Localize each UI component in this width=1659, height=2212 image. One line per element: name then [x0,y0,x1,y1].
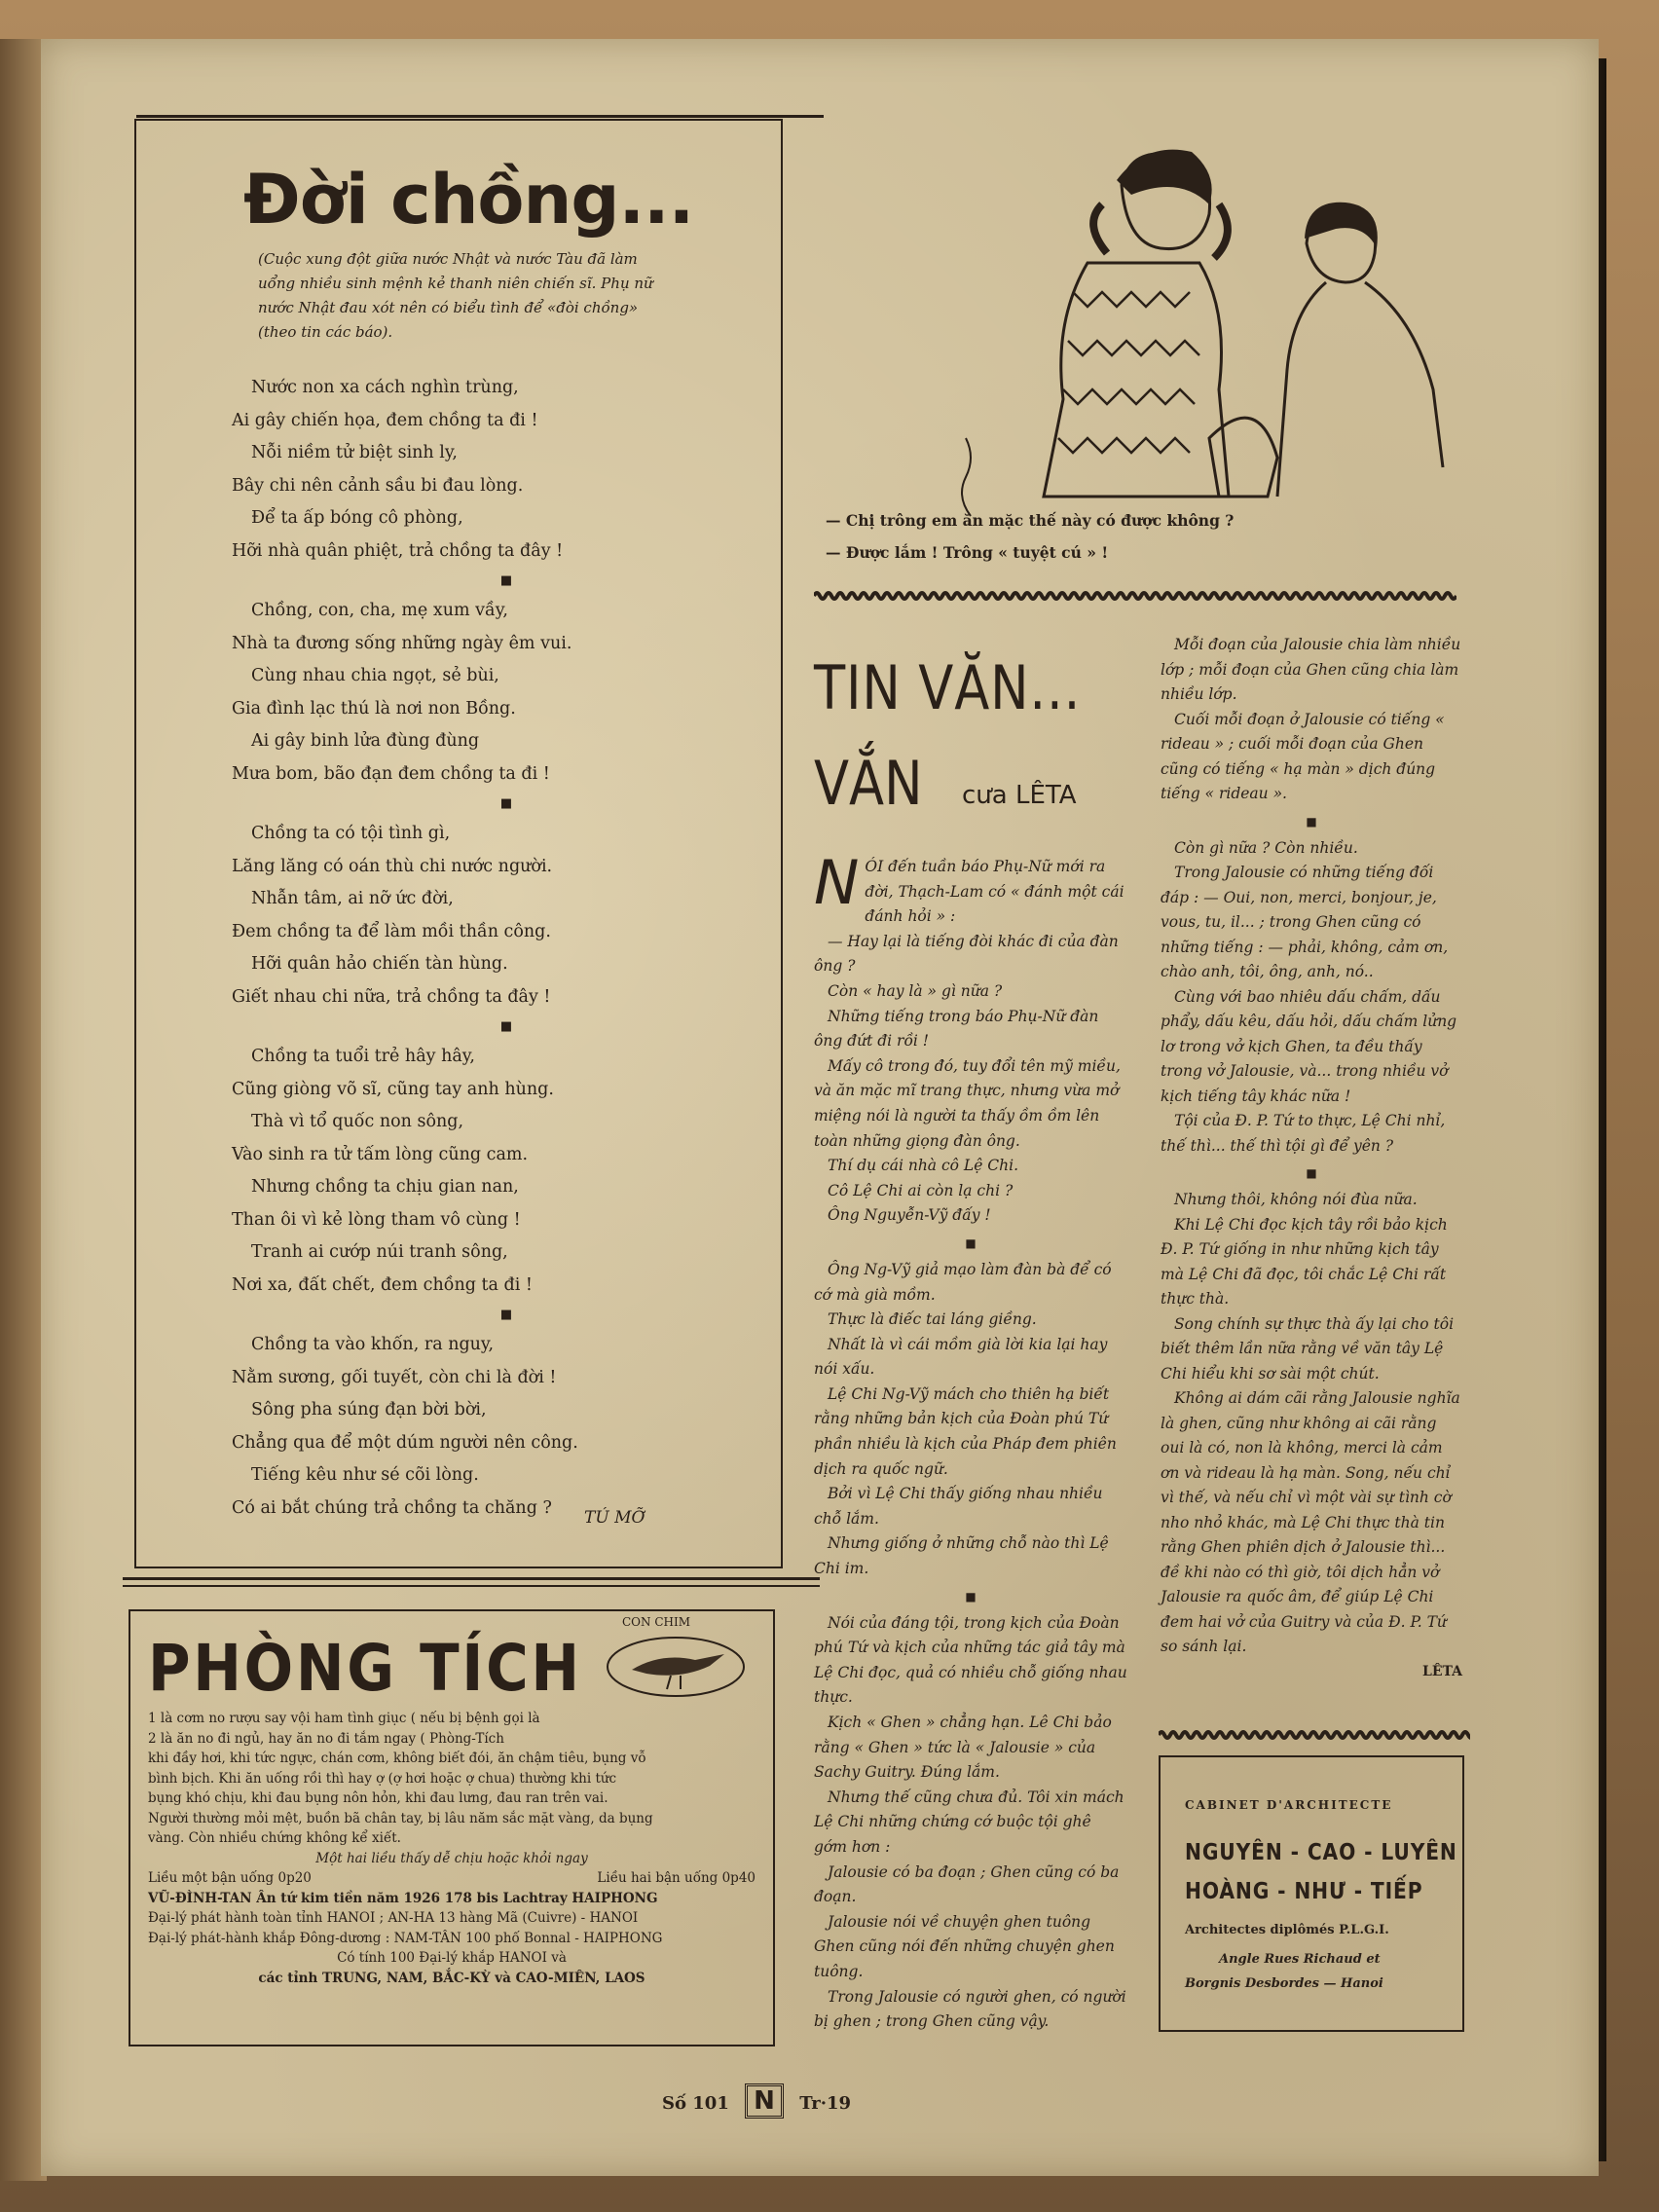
cartoon-caption-line: — Được lắm ! Trông « tuyệt cú » ! [826,543,1109,562]
ad-brand: CON CHIM [622,1615,691,1629]
paragraph-text: Tội của Đ. P. Tứ to thực, Lệ Chi nhỉ, thế thì... thế thì tội gì để yên ? [1161,1112,1446,1155]
architects-ad [1159,1755,1464,2032]
article-paragraph [1161,1109,1462,1159]
article-paragraph [814,1861,1127,1910]
section-separator: ■ [1306,1166,1317,1180]
poem-line: Cũng giòng võ sĩ, cũng tay anh hùng. [232,1079,554,1099]
article-paragraph [814,1711,1127,1786]
architects-address: Borgnis Desbordes — Hanoi [1185,1976,1383,1991]
poem-line: Nước non xa cách nghìn trùng, [251,378,519,397]
article-paragraph [814,979,1127,1005]
poem-line: Chồng ta tuổi trẻ hây hây, [251,1047,475,1066]
paragraph-text: Ông Ng-Vỹ giả mạo làm đàn bà để có cớ mà già mồm. [814,1260,1112,1304]
section-separator: ■ [965,1235,977,1250]
paragraph-text: Mấy cô trong đó, tuy đổi tên mỹ miều, và ăn mặc mĩ trang thực, nhưng vừa mở miệng nói là người ta thấy ồm ồm lên toàn những giọng đàn ông. [814,1056,1121,1150]
ad-center-line: Một hai liều thấy dễ chịu hoặc khỏi ngay [315,1850,588,1866]
article-paragraph [814,1258,1127,1308]
ad-line: 2 là ăn no đi ngủ, hay ăn no đi tắm ngay ( Phòng-Tích [148,1730,504,1747]
article-paragraph [1161,861,1462,985]
ad-address: Có tính 100 Đại-lý khắp HANOI và [337,1950,567,1966]
paragraph-text: Nhưng thế cũng chưa đủ. Tôi xin mách Lệ Chi những chứng cớ buộc tội ghê gớm hơn : [814,1788,1124,1856]
paragraph-text: Jalousie nói về chuyện ghen tuông Ghen cũng nói đến những chuyện ghen tuông. [814,1912,1115,1980]
poem-line: Chồng, con, cha, mẹ xum vầy, [251,601,508,620]
ad-line: vàng. Còn nhiều chứng không kể xiết. [148,1830,401,1846]
article-paragraph [814,1382,1127,1482]
cartoon-caption [826,504,1332,569]
architects-name: NGUYÊN - CAO - LUYÊN [1185,1840,1457,1865]
poem-line: Thà vì tổ quốc non sông, [251,1112,464,1131]
paragraph-text: Cô Lệ Chi ai còn lạ chi ? [828,1181,1014,1199]
newspaper-page [41,39,1599,2176]
poem-line: Sông pha súng đạn bời bời, [251,1400,487,1419]
ad-line: bụng khó chịu, khi đau bụng nôn hỏn, khi đau lưng, đau ran trên vai. [148,1790,608,1806]
paragraph-text: Jalousie có ba đoạn ; Ghen cũng có ba đoạn. [814,1862,1120,1906]
page-footer [662,2083,851,2119]
ad-line: khi đầy hơi, khi tức ngực, chán cơm, không biết đói, ăn chậm tiêu, bụng vỗ [148,1751,646,1766]
paragraph-text: Còn gì nữa ? Còn nhiều. [1174,838,1358,857]
ad-line: bình bịch. Khi ăn uống rồi thì hay ợ (ợ hơi hoặc ợ chua) thường khi tức [148,1770,617,1787]
ad-title: PHÒNG TÍCH [148,1631,582,1706]
article-paragraph [814,1203,1127,1229]
article-column-2 [1161,633,1462,1684]
article-paragraph [1161,1213,1462,1312]
paragraph-text: Trong Jalousie có những tiếng đối đáp : — Oui, non, merci, bonjour, je, vous, tu, il... ; trong Ghen cũng có những tiếng : — phải, không, cảm ơn, chào anh, tôi, ông, anh, nó.. [1161,864,1449,980]
poem-line: Vào sinh ra tử tấm lòng cũng cam. [232,1144,529,1164]
poem-line: Nỗi niềm tử biệt sinh ly, [251,443,458,462]
ad-line: 1 là cơm no rượu say vội ham tình giục ( nếu bị bệnh gọi là [148,1711,540,1726]
issue-number: Số 101 [662,2093,729,2114]
stanza-separator: ■ [499,796,513,811]
paragraph-text: ÓI đến tuần báo Phụ-Nữ mới ra đời, Thạch-Lam có « đánh một cái đánh hỏi » : [865,858,1124,926]
article-title-1: TIN VĂN... [814,652,1082,723]
poem-line: Hỡi quân hảo chiến tàn hùng. [251,954,508,974]
ad-phong-tich [129,1609,775,2046]
article-paragraph [814,1786,1127,1861]
ad-line: Người thường mỏi mệt, buồn bã chân tay, bị lâu năm sắc mặt vàng, da bụng [148,1810,653,1826]
poem-line: Nơi xa, đất chết, đem chồng ta đi ! [232,1274,533,1295]
article-signature: LÊTA [1421,1663,1462,1679]
ad-address: Đại-lý phát-hành khắp Đông-dương : NAM-TÂN 100 phố Bonnal - HAIPHONG [148,1930,663,1946]
article-column-1 [814,847,1127,2035]
article-paragraph [1161,985,1462,1110]
page-number: Tr·19 [799,2093,852,2114]
article-paragraph [814,1482,1127,1531]
poem-bottom-rule-2 [123,1585,820,1587]
poem-line: Tiếng kêu như sé cõi lòng. [251,1465,479,1485]
poem-line: Tranh ai cướp núi tranh sông, [251,1242,508,1262]
article-paragraph [814,1054,1127,1154]
ad-body [148,1709,756,1988]
architects-name: HOÀNG - NHƯ - TIẾP [1185,1879,1423,1904]
poem-line: Có ai bắt chúng trả chồng ta chăng ? [232,1497,552,1518]
wavy-divider [814,589,1456,603]
paragraph-text: Nhưng giống ở những chỗ nào thì Lệ Chi im. [814,1534,1109,1578]
paragraph-text: Còn « hay là » gì nữa ? [828,981,1003,1000]
article-paragraph [814,1985,1127,2035]
poem-line: Hỡi nhà quân phiệt, trả chồng ta đây ! [232,540,564,561]
poem-top-rule [136,115,824,118]
stanza-separator: ■ [499,1019,513,1034]
book-spine [0,39,47,2181]
paragraph-text: Cuối mỗi đoạn ở Jalousie có tiếng « rideau » ; cuối mỗi đoạn của Ghen cũng có tiếng « hạ màn » dịch đúng tiếng « rideau ». [1161,710,1445,802]
article-paragraph [814,1154,1127,1179]
article-paragraph [814,1333,1127,1382]
poem-line: Nhà ta đương sống những ngày êm vui. [232,633,572,653]
poem-line: Lăng lăng có oán thù chi nước người. [232,856,553,876]
paragraph-text: Bởi vì Lệ Chi thấy giống nhau nhiều chỗ lắm. [814,1485,1103,1528]
article-paragraph [814,1611,1127,1711]
paragraph-text: Những tiếng trong báo Phụ-Nữ đàn ông đứt đi rồi ! [814,1007,1099,1051]
wavy-divider-small [1159,1728,1470,1740]
poem-line: Than ôi vì kẻ lòng tham vô cùng ! [232,1209,521,1230]
architects-heading: CABINET D'ARCHITECTE [1185,1798,1393,1812]
article-paragraph [814,930,1127,979]
article-paragraph [1161,1188,1462,1213]
poem-intro: (Cuộc xung đột giữa nước Nhật và nước Tàu đã làm uổng nhiều sinh mệnh kẻ thanh niên chiến sĩ. Phụ nữ nước Nhật đau xót nên có biểu tình để «đòi chồng» (theo tin các báo). [258,250,653,341]
drop-cap: N [814,847,860,918]
architects-address: Angle Rues Richaud et [1219,1952,1381,1967]
paragraph-text: Kịch « Ghen » chẳng hạn. Lê Chi bảo rằng « Ghen » tức là « Jalousie » của Sachy Guitry. Đúng lắm. [814,1714,1112,1782]
poem-author: TÚ MỠ [584,1508,645,1528]
paragraph-text: — Hay lại là tiếng đòi khác đi của đàn ông ? [814,932,1119,976]
paragraph-text: Lệ Chi Ng-Vỹ mách cho thiên hạ biết rằng những bản kịch của Đoàn phú Tứ phần nhiều là kịch của Pháp đem phiên dịch ra quốc ngữ. [814,1384,1117,1478]
poem-line: Chẳng qua để một dúm người nên công. [232,1432,578,1453]
article-paragraph [814,1910,1127,1985]
cartoon-illustration [937,146,1462,535]
paragraph-text: Song chính sự thực thà ấy lại cho tôi biết thêm lần nữa rằng về văn tây Lệ Chi hiểu khi sơ sài một chút. [1161,1314,1455,1382]
poem-line: Đem chồng ta để làm mồi thần công. [232,921,551,941]
poem-box [134,119,783,1568]
article-paragraph [814,1308,1127,1333]
paragraph-text: Trong Jalousie có người ghen, có người bị ghen ; trong Ghen cũng vậy. [814,1987,1126,2031]
poem-line: Ai gây binh lửa đùng đùng [251,731,480,751]
ad-price-left: Liều một bận uống 0p20 [148,1870,312,1886]
paragraph-text: Ông Nguyễn-Vỹ đấy ! [828,1206,991,1225]
poem-line: Nhẫn tâm, ai nỡ ức đời, [251,889,454,908]
paragraph-text: Nhưng thôi, không nói đùa nữa. [1174,1191,1418,1208]
poem-line: Cùng nhau chia ngọt, sẻ bùi, [251,666,499,685]
poem-body [224,372,730,1525]
poem-line: Mưa bom, bão đạn đem chồng ta đi ! [232,763,550,784]
poem-line: Gia đình lạc thú là nơi non Bồng. [232,698,516,719]
article-paragraph [1161,708,1462,807]
article-byline: cưa LÊTA [962,781,1077,810]
article-paragraph [814,1531,1127,1581]
poem-line: Nhưng chồng ta chịu gian nan, [251,1177,519,1197]
paragraph-text: Khi Lệ Chi đọc kịch tây rồi bảo kịch Đ. P. Tứ giống in như những kịch tây mà Lệ Chi đã đọc, tôi chắc Lệ Chi rất thực thà. [1161,1215,1448,1308]
poem-line: Ai gây chiến họa, đem chồng ta đi ! [232,410,538,430]
paragraph-text: Thí dụ cái nhà cô Lệ Chi. [828,1157,1019,1175]
ad-address: VŨ-ĐÌNH-TAN Ân tứ kim tiền năm 1926 178 bis Lachtray HAIPHONG [148,1890,658,1906]
paragraph-text: Không ai dám cãi rằng Jalousie nghĩa là ghen, cũng như không ai cãi rằng oui là có, non là không, merci là cảm ơn và rideau là hạ màn. Song, nếu chỉ vì thế, và nếu chỉ vì một vài sự tình cờ nho nhỏ khác, mà Lệ Chi thực thà tin rằng Ghen phiên dịch ở Jalousie thì... đề khi nào có thì giờ, tôi dịch hẳn vở Jalousie ra quốc âm, để giúp Lệ Chi đem hai vở của Guitry và của Đ. P. Tứ so sánh lại. [1161,1389,1460,1655]
paragraph-text: Cùng với bao nhiêu dấu chấm, dấu phẩy, dấu kêu, dấu hỏi, dấu chấm lửng lơ trong vở kịch Ghen, ta đều thấy trong vở Jalousie, và... trong nhiều vở kịch tiếng tây khác nữa ! [1161,987,1457,1105]
poem-line: Bây chi nên cảnh sầu bi đau lòng. [232,475,524,496]
article-paragraph [1161,1386,1462,1660]
ad-prices [148,1868,756,1889]
article-paragraph [814,847,1127,930]
footer-logo: N [745,2083,784,2119]
article-paragraph [1161,1312,1462,1387]
poem-title: Đời chồng... [243,160,694,240]
article-paragraph [1161,836,1462,862]
section-separator: ■ [1306,814,1317,829]
bird-logo-icon [603,1633,749,1701]
article-paragraph [1161,633,1462,708]
poem-line: Giết nhau chi nữa, trả chồng ta đây ! [232,986,551,1007]
poem-line: Để ta ấp bóng cô phòng, [251,508,463,528]
stanza-separator: ■ [499,573,513,588]
stanza-separator: ■ [499,1308,513,1322]
paragraph-text: Nói của đáng tội, trong kịch của Đoàn phú Tứ và kịch của những tác giả tây mà Lệ Chi đọc, quả có nhiều chỗ giống nhau thực. [814,1613,1127,1707]
article-paragraph [814,1005,1127,1054]
poem-line: Nằm sương, gối tuyết, còn chi là đời ! [232,1367,557,1387]
section-separator: ■ [965,1589,977,1604]
poem-line: Chồng ta vào khốn, ra nguy, [251,1335,495,1354]
ad-price-right: Liều hai bận uống 0p40 [597,1870,756,1886]
poem-bottom-rule [123,1577,820,1580]
cartoon-caption-line: — Chị trông em ăn mặc thế này có được không ? [826,511,1235,530]
paragraph-text: Nhất là vì cái mồm già lời kia lại hay nói xấu. [814,1335,1108,1379]
ad-address: Đại-lý phát hành toàn tỉnh HANOI ; AN-HA 13 hàng Mã (Cuivre) - HANOI [148,1910,639,1926]
paragraph-text: Mỗi đoạn của Jalousie chia làm nhiều lớp ; mỗi đoạn của Ghen cũng chia làm nhiều lớp. [1161,636,1461,703]
poem-line: Chồng ta có tội tình gì, [251,824,451,843]
paragraph-text: Thực là điếc tai láng giềng. [828,1310,1037,1329]
article-paragraph [814,1179,1127,1204]
ad-address: các tỉnh TRUNG, NAM, BẮC-KỲ và CAO-MIÊN, LAOS [258,1970,645,1986]
article-title-2: VẮN [814,748,923,819]
architects-diploma: Architectes diplômés P.L.G.I. [1185,1923,1389,1937]
